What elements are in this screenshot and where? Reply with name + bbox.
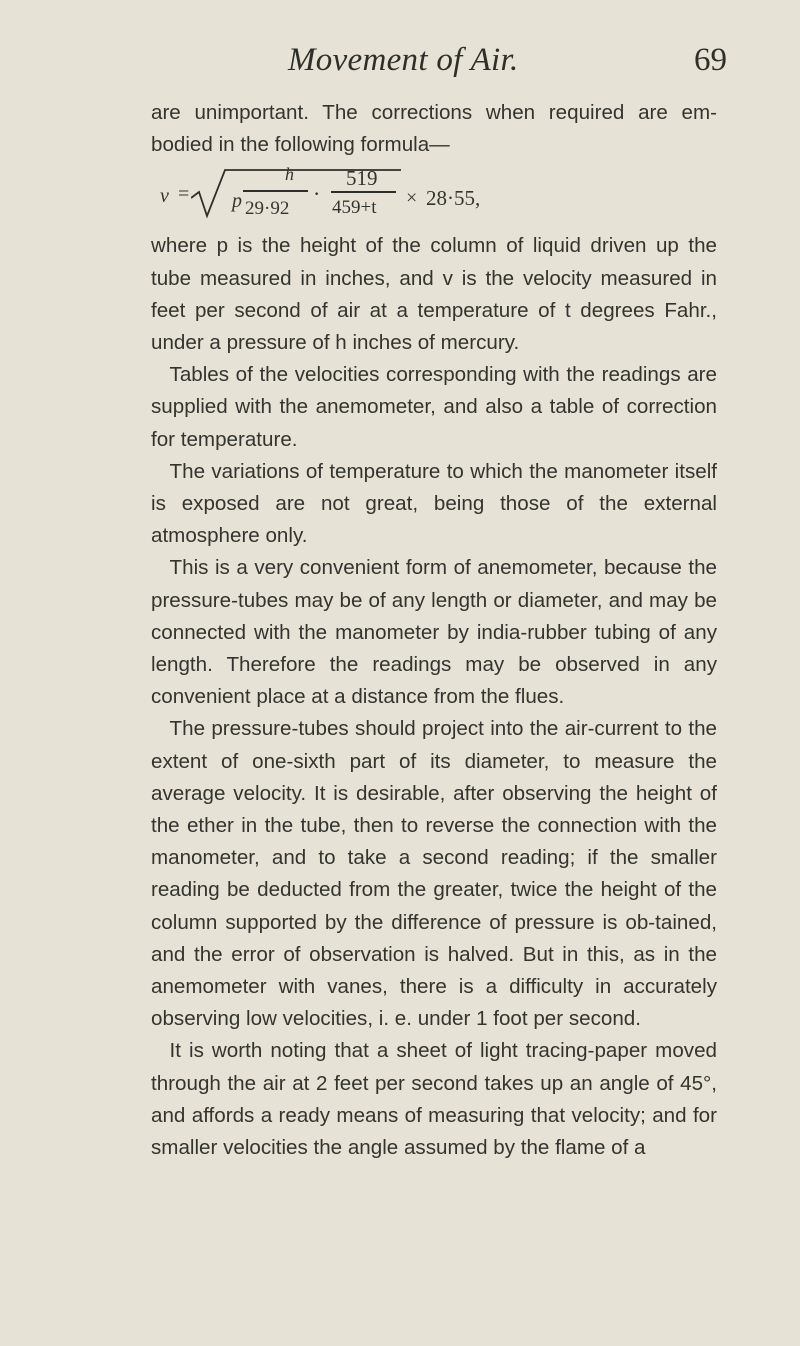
paragraph-tracing-paper: It is worth noting that a sheet of light tracing-paper moved through the air at 2 feet per second takes up an angle of 45°, and affords a ready means of measuring that velocity; and for smaller velocities the angle assumed by the flame of a (151, 1039, 717, 1160)
formula-times: × (406, 187, 418, 210)
formula-frac2-numerator: 519 (346, 166, 378, 191)
page-header (0, 42, 800, 92)
page-number: 69 (694, 42, 727, 78)
paragraph-tables: Tables of the velocities corresponding with the readings are supplied with the anemometer, and also a table of correction for temperature. (151, 363, 717, 451)
body-text (151, 97, 717, 1164)
formula-frac1-numerator: h (285, 164, 294, 185)
paragraph-pressure-tubes: The pressure-tubes should project into the air-current to the extent of one-sixth part of its diameter, to measure the average velocity. It is desirable, after observing the height of the ether in the tube, then to reverse the connection with the manometer, and to take a second reading; if the smaller reading be deducted from the greater, twice the height of the column supported by the difference of pressure is ob-tained, and the error of observation is halved. But in this, as in the anemometer with vanes, there is a difficulty in accurately observing low velocities, i. e. under 1 foot per second. (151, 717, 717, 1031)
paragraph-intro: are unimportant. The corrections when required are em-bodied in the following formula— (151, 101, 717, 157)
formula-frac1-denominator: 29·92 (245, 198, 290, 220)
paragraph-convenience: This is a very convenient form of anemometer, because the pressure-tubes may be of any length or diameter, and may be connected with the manometer by india-rubber tubing of any length. Therefore the readings may be observed in any convenient place at a distance from the flues. (151, 556, 717, 709)
formula-equals: = (178, 183, 190, 206)
paragraph-definitions: where p is the height of the column of liquid driven up the tube measured in inches, and v is the velocity measured in feet per second of air at a temperature of t degrees Fahr., under a pressure of h inches of mercury. (151, 234, 717, 355)
velocity-formula (151, 162, 717, 228)
running-title: Movement of Air. (288, 42, 519, 78)
formula-dot: · (313, 181, 321, 207)
paragraph-temperature: The variations of temperature to which the manometer itself is exposed are not great, being those of the external atmosphere only. (151, 459, 717, 548)
formula-p: p (232, 190, 242, 213)
formula-lhs: v (160, 185, 169, 208)
formula-constant: 28·55, (426, 186, 481, 211)
formula-frac2-denominator: 459+t (332, 197, 377, 219)
fraction-bar (243, 190, 308, 192)
